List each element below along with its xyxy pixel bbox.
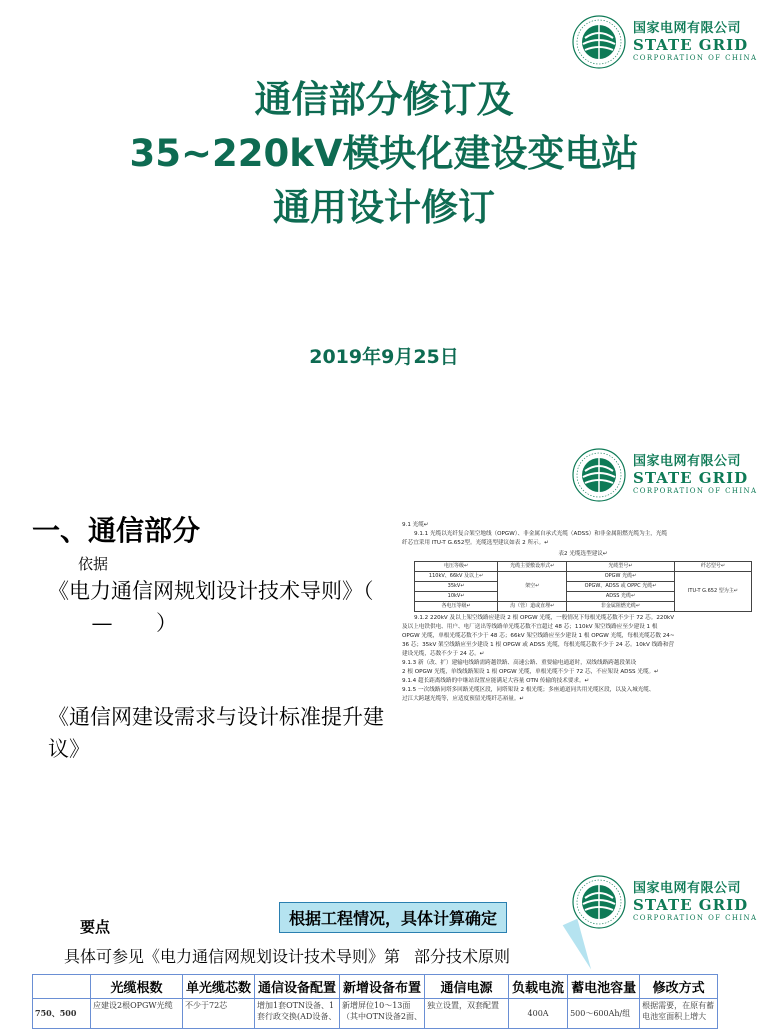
table-header: 纤芯型号↵	[674, 562, 751, 572]
doc-line: 36 芯；35kV 架空线路应至少建设 1 根 OPGW 或 ADSS 光缆，每根光缆芯数不少于 24 芯。10kV 线路和营	[402, 642, 675, 648]
table-cell: OPGW 光缆↵	[567, 572, 675, 582]
doc-line: 9.1.2 220kV 及以上架空线路应建设 2 根 OPGW 光缆，一般情况下每根光缆芯数不少于 72 芯。220kV	[414, 615, 675, 621]
reference-1-title: 《电力通信网规划设计技术导则》（	[48, 579, 374, 603]
requirements-table	[32, 974, 718, 1029]
doc-line: 2 根 OPGW 光缆，单线线路架设 1 根 OPGW 光缆，单根光缆不少于 72 芯，不应架设 ADSS 光缆。↵	[402, 669, 659, 675]
state-grid-globe-icon	[571, 447, 627, 503]
table-cell: 根据需要，在原有蓄电池室面积上增大	[640, 999, 718, 1029]
title-line-1: 通信部分修订及	[254, 78, 514, 121]
table-cell: 500～600Ah/组	[568, 999, 640, 1029]
state-grid-globe-icon	[571, 14, 627, 70]
document-excerpt	[402, 521, 764, 771]
doc-line: 9.1.5 一次线路同塔多回路光缆区段，同塔架设 2 根光缆；多座通道同共用光缆区段，以及入城光缆、	[402, 687, 655, 693]
logo-chinese-name: 国家电网有限公司	[633, 21, 742, 36]
doc-line: 建设光缆，芯数不少于 24 芯。↵	[402, 651, 485, 657]
reference-note-suffix: 部分技术原则	[414, 947, 511, 966]
state-grid-globe-icon	[571, 874, 627, 930]
table-cell: 35kV↵	[415, 582, 498, 592]
table-row	[415, 572, 752, 582]
logo-english-name: STATE GRID	[633, 896, 749, 914]
logo-subtitle: CORPORATION OF CHINA	[633, 914, 758, 922]
presentation-date: 2019年9月25日	[309, 346, 459, 368]
table-cell: OPGW、ADSS 或 OPPC 光缆↵	[567, 582, 675, 592]
state-grid-logo	[571, 447, 758, 503]
doc-line: OPGW 光缆，单根光缆芯数不少于 48 芯；66kV 架空线路应至少建设 1 根 OPGW 光缆，每根光缆芯数 24~	[402, 633, 675, 639]
reference-note-prefix: 具体可参见《电力通信网规划设计技术导则》第	[64, 947, 401, 966]
slide-communication-section	[0, 433, 768, 793]
table-cell: ADSS 光缆↵	[567, 592, 675, 602]
table-header: 通信设备配置	[255, 975, 340, 999]
table-cell: 新增屏位10～13面（其中OTN设备2面、	[340, 999, 425, 1029]
state-grid-logo	[571, 874, 758, 930]
table-header-row	[415, 562, 752, 572]
cable-selection-table	[414, 561, 752, 612]
logo-english-name: STATE GRID	[633, 36, 749, 54]
table-header	[33, 975, 91, 999]
table-row	[33, 999, 718, 1029]
key-points-label: 要点	[80, 918, 111, 936]
logo-english-name: STATE GRID	[633, 469, 749, 487]
table-header-row	[33, 975, 718, 999]
doc-line: 9.1.1 光缆以光纤复合架空地线（OPGW）、非金属自承式光缆（ADSS）和非金属阻燃光缆为主，光缆	[414, 531, 668, 537]
table-cell: 400A	[509, 999, 568, 1029]
table-cell: 不少于72芯	[183, 999, 255, 1029]
table-cell: 非金属阻燃光缆↵	[567, 602, 675, 612]
slide-title	[0, 0, 768, 368]
reference-note	[64, 944, 510, 967]
table-cell: 10kV↵	[415, 592, 498, 602]
slide-key-points	[0, 870, 768, 1024]
doc-table-caption: 表2 光缆选型建议↵	[558, 551, 608, 557]
table-header: 新增设备布置	[340, 975, 425, 999]
basis-label: 依据	[78, 555, 109, 573]
title-line-2: 35~220kV模块化建设变电站	[129, 132, 639, 175]
table-header: 负载电流	[509, 975, 568, 999]
table-header: 蓄电池容量	[568, 975, 640, 999]
logo-chinese-name: 国家电网有限公司	[633, 881, 742, 896]
doc-line: 及以上电铁供电、用户、电厂送出等线路单光缆芯数不宜超过 48 芯；110kV 架空线路应至少建设 1 根	[402, 624, 658, 630]
table-cell: 应建设2根OPGW光缆	[91, 999, 183, 1029]
table-header: 修改方式	[640, 975, 718, 999]
doc-line: 9.1.4 超长距离线路的中继站设置应能满足大容量 OTN 传输的技术要求。↵	[402, 678, 590, 684]
logo-chinese-name: 国家电网有限公司	[633, 454, 742, 469]
table-header: 单光缆芯数	[183, 975, 255, 999]
doc-line: 9.1 光缆↵	[402, 522, 429, 528]
table-cell: 独立设置，双套配置	[425, 999, 509, 1029]
table-header: 光缆根数	[91, 975, 183, 999]
logo-subtitle: CORPORATION OF CHINA	[633, 54, 758, 62]
reference-1-close: ）	[156, 611, 177, 635]
reference-2: 《通信网建设需求与设计标准提升建议》	[48, 705, 384, 761]
doc-line: 9.1.3 新（改、扩）建输电线路需跨越铁路、高速公路、重要输电通道时，双线线路跨越段架设	[402, 660, 637, 666]
doc-line: 过江大跨越光缆等，应适度预留光缆纤芯裕量。↵	[402, 696, 525, 702]
table-header: 光缆型号↵	[567, 562, 675, 572]
doc-line: 纤芯宜采用 ITU-T G.652型。光缆选型建议如表 2 所示。↵	[402, 540, 549, 546]
table-cell: 增加1套OTN设备、1套行政交换(AD设备、	[255, 999, 340, 1029]
table-cell: ITU-T G.652 型为主↵	[674, 572, 751, 612]
table-cell: 各电压等级↵	[415, 602, 498, 612]
logo-subtitle: CORPORATION OF CHINA	[633, 487, 758, 495]
state-grid-logo	[571, 14, 758, 70]
reference-1	[48, 575, 393, 639]
table-cell: 架空↵	[498, 572, 567, 602]
table-header: 通信电源	[425, 975, 509, 999]
table-header: 光缆主要敷设形式↵	[498, 562, 567, 572]
section-heading: 一、通信部分	[32, 514, 201, 547]
table-cell: 沟（管）道或直埋↵	[498, 602, 567, 612]
reference-1-dash: —	[91, 611, 113, 635]
title-line-3: 通用设计修订	[273, 186, 495, 229]
table-cell: 750、500	[33, 999, 91, 1029]
table-header: 电压等级↵	[415, 562, 498, 572]
table-cell: 110kV、66kV 及以上↵	[415, 572, 498, 582]
callout-note: 根据工程情况，具体计算确定	[279, 902, 507, 933]
